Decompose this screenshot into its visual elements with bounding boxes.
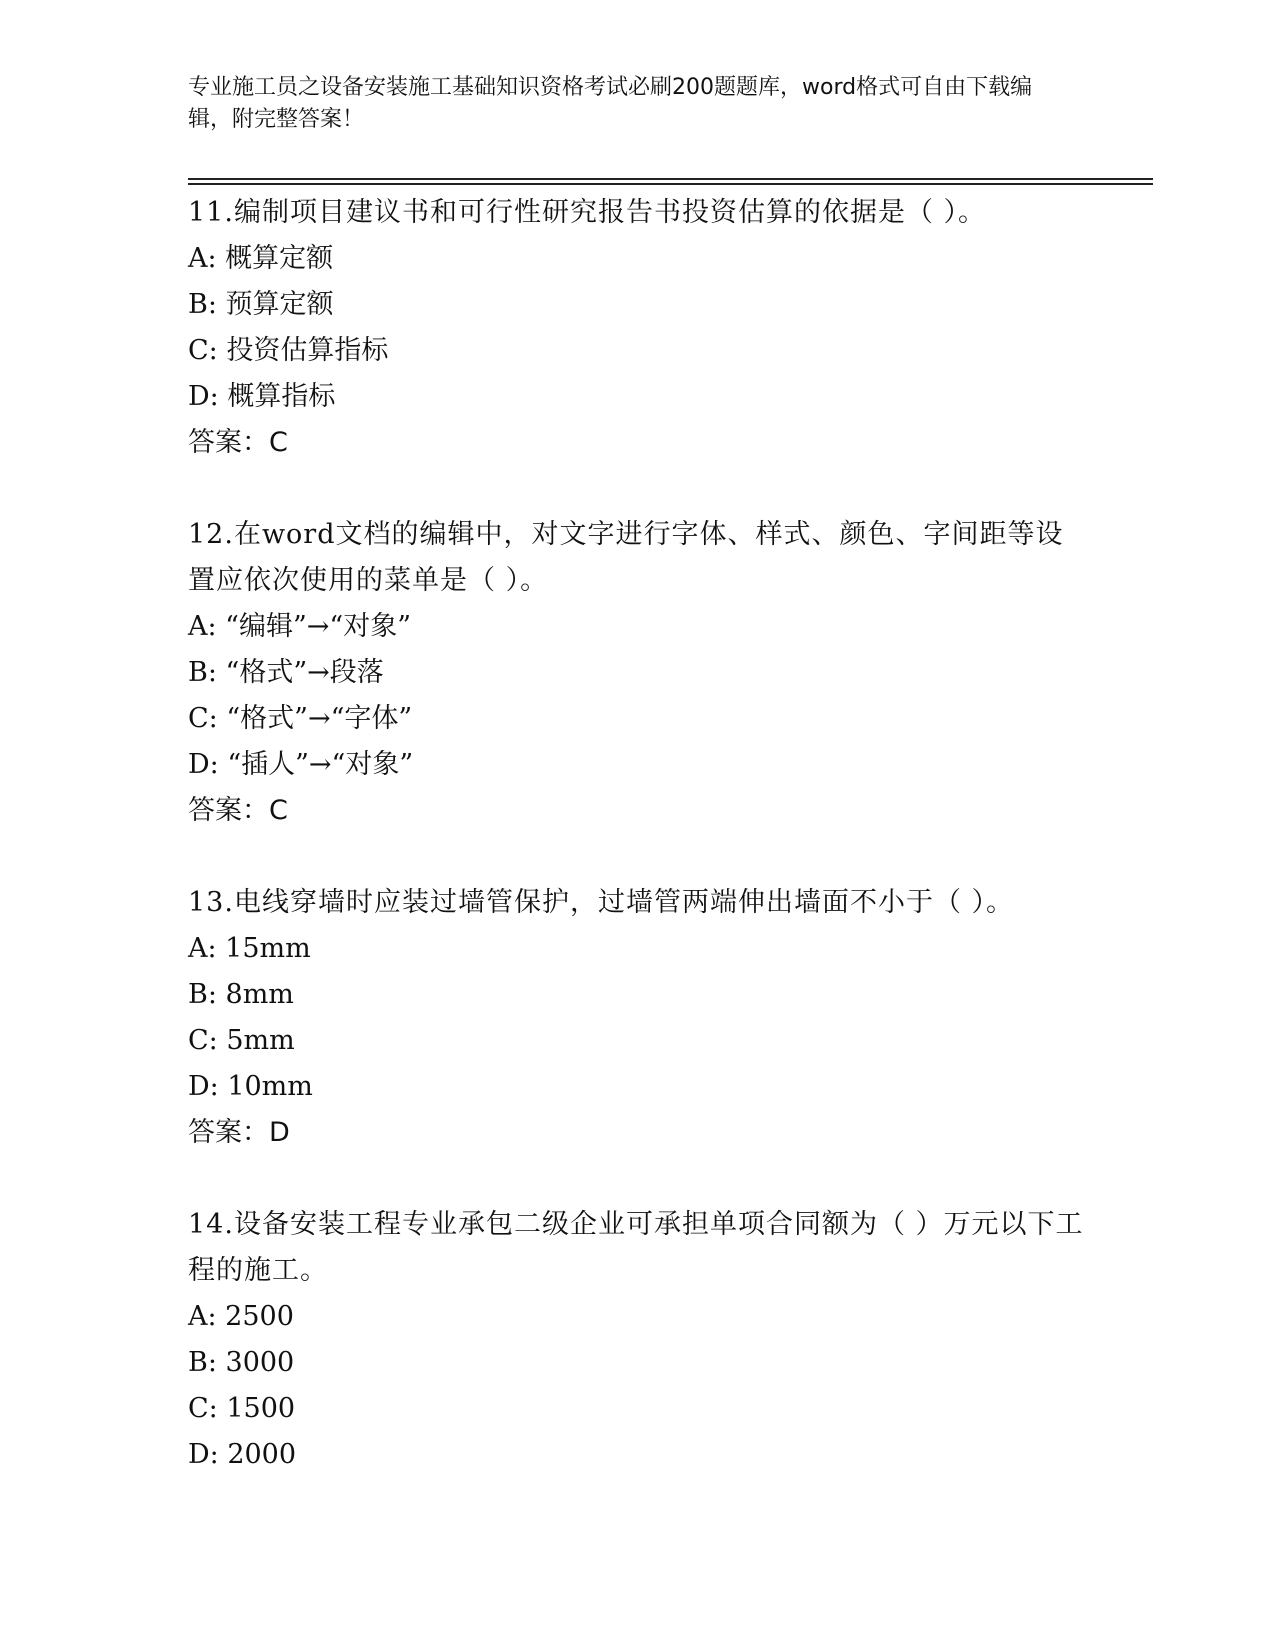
question-item: [188, 880, 1088, 1156]
option-b: B: 8mm: [188, 979, 294, 1010]
option-a: A: “编辑”→“对象”: [188, 611, 412, 642]
option-b: B: “格式”→段落: [188, 657, 384, 688]
option-a: A: 2500: [188, 1301, 294, 1332]
option-b: B: 预算定额: [188, 289, 334, 320]
option-c: C: 1500: [188, 1393, 296, 1424]
option-d: D: “插人”→“对象”: [188, 749, 414, 780]
document-header: 专业施工员之设备安装施工基础知识资格考试必刷200题题库，word格式可自由下载编辑，附完整答案！: [188, 75, 1033, 132]
answer-line: 答案：C: [188, 795, 288, 826]
option-b: B: 3000: [188, 1347, 295, 1378]
option-a: A: 15mm: [188, 933, 311, 964]
question-stem: 13.电线穿墙时应装过墙管保护，过墙管两端伸出墙面不小于（ ）。: [188, 887, 1015, 918]
question-list: [188, 190, 1088, 1524]
option-c: C: 投资估算指标: [188, 335, 389, 366]
answer-line: 答案：C: [188, 427, 288, 458]
option-c: C: 5mm: [188, 1025, 295, 1056]
question-stem: 14.设备安装工程专业承包二级企业可承担单项合同额为（ ）万元以下工程的施工。: [188, 1209, 1084, 1286]
header-rule-bottom: [188, 183, 1153, 185]
option-d: D: 概算指标: [188, 381, 336, 412]
question-item: [188, 512, 1088, 834]
question-stem: 11.编制项目建议书和可行性研究报告书投资估算的依据是（ ）。: [188, 197, 987, 228]
option-c: C: “格式”→“字体”: [188, 703, 413, 734]
question-stem: 12.在word文档的编辑中，对文字进行字体、样式、颜色、字间距等设置应依次使用的菜单是（ ）。: [188, 519, 1064, 596]
question-item: [188, 190, 1088, 466]
option-a: A: 概算定额: [188, 243, 334, 274]
question-item: [188, 1202, 1088, 1478]
header-rule-top: [188, 178, 1153, 180]
option-d: D: 10mm: [188, 1071, 313, 1102]
answer-line: 答案：D: [188, 1117, 290, 1148]
option-d: D: 2000: [188, 1439, 297, 1470]
